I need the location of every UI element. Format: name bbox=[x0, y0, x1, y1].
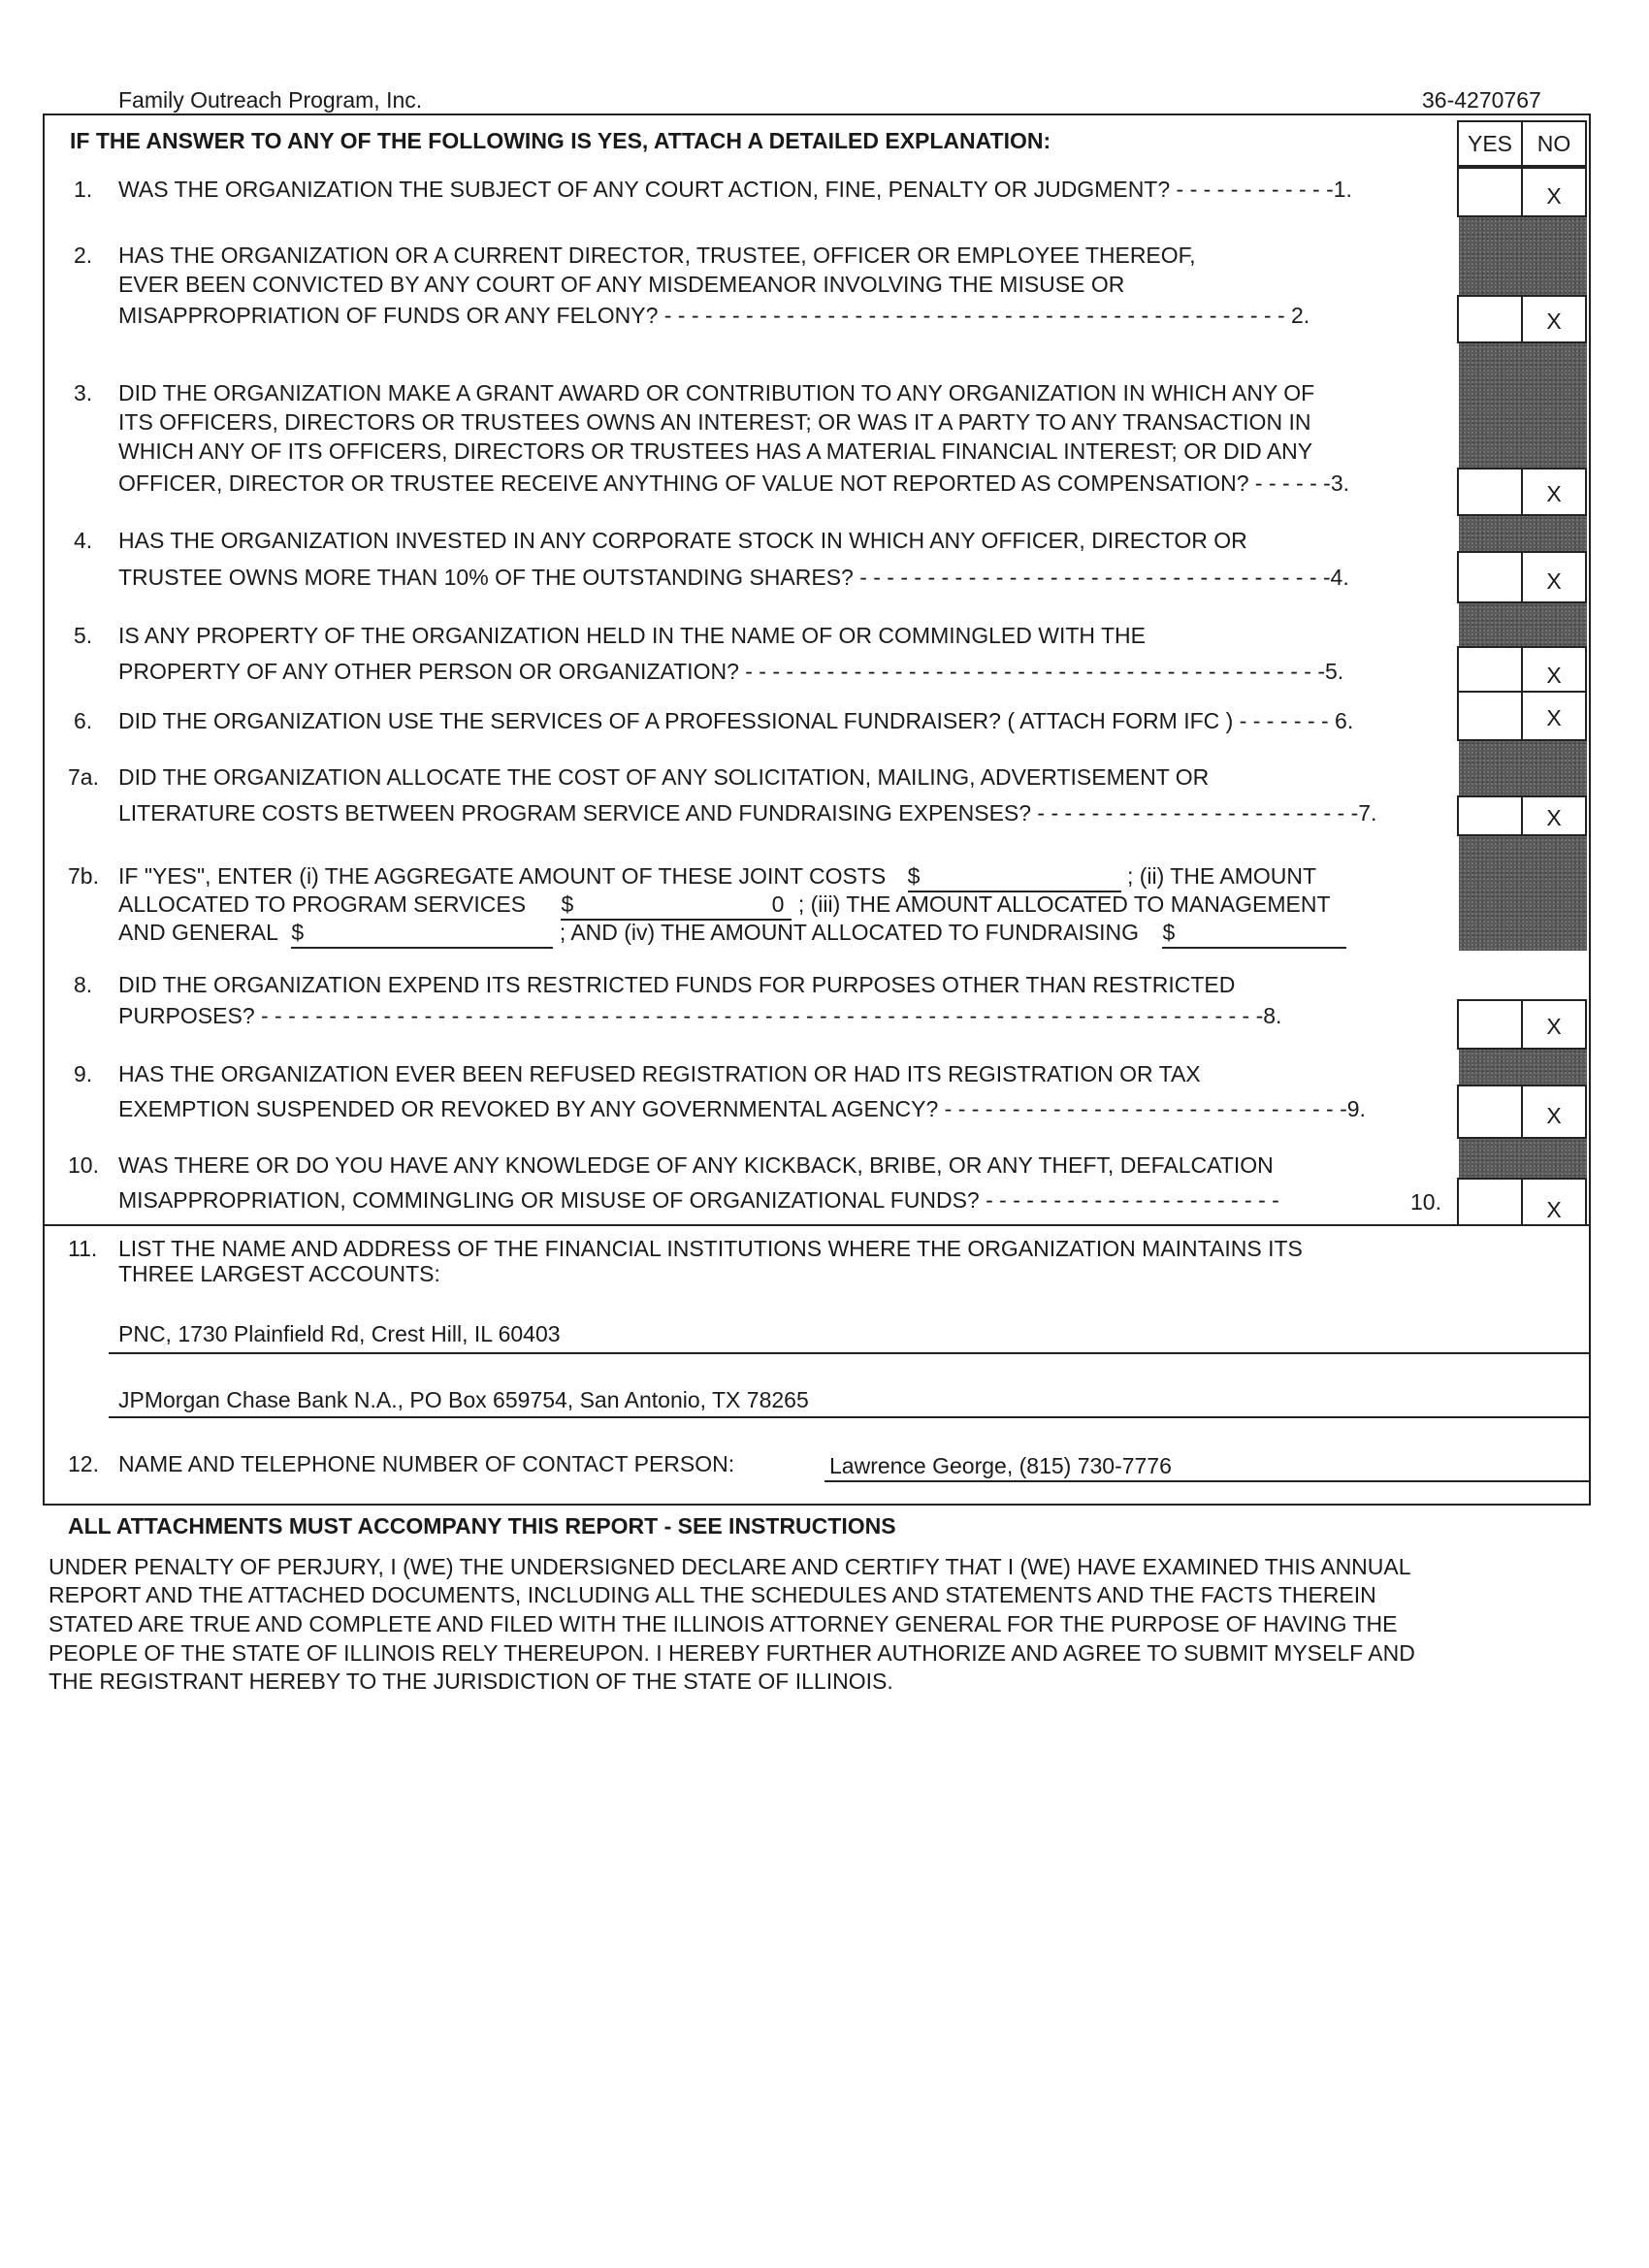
question-text: WAS THERE OR DO YOU HAVE ANY KNOWLEDGE OF ANY KICKBACK, BRIBE, OR ANY THEFT, DEFALCATION bbox=[118, 1152, 1274, 1178]
yes-checkbox[interactable] bbox=[1457, 167, 1523, 217]
question-text: EVER BEEN CONVICTED BY ANY COURT OF ANY MISDEMEANOR INVOLVING THE MISUSE OR bbox=[118, 272, 1125, 297]
question-text: TRUSTEE OWNS MORE THAN 10% OF THE OUTSTANDING SHARES? - - - - - - - - - - - - - - - - - - - - - - - - - - - - - - - - - - -4. bbox=[118, 565, 1349, 590]
shaded-block bbox=[1459, 1048, 1587, 1086]
question-text: MISAPPROPRIATION OF FUNDS OR ANY FELONY? - - - - - - - - - - - - - - - - - - - - - - - - - - - - - - - - - - - - - - - - - - - - - - 2. bbox=[118, 303, 1310, 328]
question-number: 12. bbox=[68, 1451, 99, 1476]
question-number: 7b. bbox=[68, 863, 99, 889]
q7b-text: ; AND (iv) THE AMOUNT ALLOCATED TO FUNDRAISING bbox=[559, 920, 1140, 945]
perjury-statement-line: STATED ARE TRUE AND COMPLETE AND FILED WITH THE ILLINOIS ATTORNEY GENERAL FOR THE PURPOSE OF HAVING THE bbox=[48, 1611, 1398, 1636]
question-text: THREE LARGEST ACCOUNTS: bbox=[118, 1261, 440, 1286]
question-text: LITERATURE COSTS BETWEEN PROGRAM SERVICE AND FUNDRAISING EXPENSES? - - - - - - - - - - - - - - - - - - - - - - - -7. bbox=[118, 800, 1377, 826]
question-text: OFFICER, DIRECTOR OR TRUSTEE RECEIVE ANYTHING OF VALUE NOT REPORTED AS COMPENSATION? - - - - - -3. bbox=[118, 470, 1349, 496]
shaded-block bbox=[1459, 601, 1587, 648]
no-checkbox[interactable]: X bbox=[1521, 646, 1587, 693]
bank-account-underline bbox=[109, 1416, 1591, 1418]
question-text: EXEMPTION SUSPENDED OR REVOKED BY ANY GOVERNMENTAL AGENCY? - - - - - - - - - - - - - - - - - - - - - - - - - - - - - -9. bbox=[118, 1096, 1366, 1121]
shaded-block bbox=[1459, 341, 1587, 470]
yes-checkbox[interactable] bbox=[1457, 295, 1523, 343]
yes-checkbox[interactable] bbox=[1457, 1178, 1523, 1226]
bank-account-1[interactable]: PNC, 1730 Plainfield Rd, Crest Hill, IL 60403 bbox=[118, 1321, 561, 1346]
shaded-block bbox=[1459, 739, 1587, 797]
dollar-sign: $ bbox=[291, 920, 305, 945]
ein-number: 36-4270767 bbox=[1422, 87, 1541, 113]
q7b-text: ALLOCATED TO PROGRAM SERVICES bbox=[118, 891, 527, 917]
fundraising-field[interactable] bbox=[1162, 918, 1346, 949]
contact-person-underline bbox=[824, 1480, 1591, 1482]
question-text: DID THE ORGANIZATION MAKE A GRANT AWARD OR CONTRIBUTION TO ANY ORGANIZATION IN WHICH ANY OF bbox=[118, 380, 1315, 405]
instruction-heading: IF THE ANSWER TO ANY OF THE FOLLOWING IS YES, ATTACH A DETAILED EXPLANATION: bbox=[70, 128, 1051, 153]
q7b-text: AND GENERAL bbox=[118, 920, 278, 945]
question-number: 6. bbox=[74, 708, 93, 733]
shaded-block bbox=[1459, 215, 1587, 297]
yes-checkbox[interactable] bbox=[1457, 1085, 1523, 1139]
question-number: 10. bbox=[68, 1152, 99, 1178]
no-checkbox[interactable]: X bbox=[1521, 1085, 1587, 1139]
question-text: PROPERTY OF ANY OTHER PERSON OR ORGANIZATION? - - - - - - - - - - - - - - - - - - - - - - - - - - - - - - - - - - - - - - - - - - -5. bbox=[118, 659, 1344, 684]
no-checkbox[interactable]: X bbox=[1521, 468, 1587, 516]
question-text: WHICH ANY OF ITS OFFICERS, DIRECTORS OR TRUSTEES HAS A MATERIAL FINANCIAL INTEREST; OR DID ANY bbox=[118, 438, 1313, 464]
perjury-statement-line: PEOPLE OF THE STATE OF ILLINOIS RELY THEREUPON. I HEREBY FURTHER AUTHORIZE AND AGREE TO SUBMIT MYSELF AND bbox=[48, 1640, 1415, 1666]
question-text: HAS THE ORGANIZATION EVER BEEN REFUSED REGISTRATION OR HAD ITS REGISTRATION OR TAX bbox=[118, 1061, 1201, 1086]
q7b-text: IF "YES", ENTER (i) THE AGGREGATE AMOUNT OF THESE JOINT COSTS bbox=[118, 863, 887, 889]
yes-checkbox[interactable] bbox=[1457, 468, 1523, 516]
contact-person-field[interactable]: Lawrence George, (815) 730-7776 bbox=[829, 1453, 1172, 1478]
question-text: NAME AND TELEPHONE NUMBER OF CONTACT PERSON: bbox=[118, 1451, 735, 1476]
management-general-field[interactable] bbox=[291, 918, 553, 949]
q7b-line1 bbox=[118, 861, 1316, 892]
shaded-block bbox=[1459, 834, 1587, 951]
dollar-sign: $ bbox=[1162, 920, 1176, 945]
organization-name: Family Outreach Program, Inc. bbox=[118, 87, 423, 113]
q7b-text: ; (ii) THE AMOUNT bbox=[1126, 863, 1317, 889]
question-text: PURPOSES? - - - - - - - - - - - - - - - - - - - - - - - - - - - - - - - - - - - - - - - - - - - - - - - - - - - - - - - - - - - - - - - - - - - - - - - - - -8. bbox=[118, 1003, 1282, 1028]
question-number: 7a. bbox=[68, 764, 99, 790]
no-checkbox[interactable]: X bbox=[1521, 295, 1587, 343]
no-checkbox[interactable]: X bbox=[1521, 999, 1587, 1050]
question-text: DID THE ORGANIZATION EXPEND ITS RESTRICTED FUNDS FOR PURPOSES OTHER THAN RESTRICTED bbox=[118, 972, 1236, 997]
program-services-field[interactable] bbox=[561, 890, 792, 921]
question-number: 4. bbox=[74, 528, 93, 553]
question-number: 1. bbox=[74, 177, 93, 202]
question-text: IS ANY PROPERTY OF THE ORGANIZATION HELD IN THE NAME OF OR COMMINGLED WITH THE bbox=[118, 623, 1146, 648]
q7b-text: ; (iii) THE AMOUNT ALLOCATED TO MANAGEMENT bbox=[797, 891, 1331, 917]
no-checkbox[interactable]: X bbox=[1521, 691, 1587, 741]
q7b-line3 bbox=[118, 918, 1346, 949]
yes-checkbox[interactable] bbox=[1457, 691, 1523, 741]
perjury-statement-line: THE REGISTRANT HEREBY TO THE JURISDICTION OF THE STATE OF ILLINOIS. bbox=[48, 1669, 893, 1694]
question-text: MISAPPROPRIATION, COMMINGLING OR MISUSE OF ORGANIZATIONAL FUNDS? - - - - - - - - - - - - - - - - - - - - - - bbox=[118, 1187, 1279, 1213]
question-text: HAS THE ORGANIZATION INVESTED IN ANY CORPORATE STOCK IN WHICH ANY OFFICER, DIRECTOR OR bbox=[118, 528, 1247, 553]
perjury-statement-line: REPORT AND THE ATTACHED DOCUMENTS, INCLUDING ALL THE SCHEDULES AND STATEMENTS AND THE FACTS THEREIN bbox=[48, 1582, 1376, 1607]
yes-checkbox[interactable] bbox=[1457, 646, 1523, 693]
question-text: LIST THE NAME AND ADDRESS OF THE FINANCIAL INSTITUTIONS WHERE THE ORGANIZATION MAINTAINS ITS bbox=[118, 1236, 1303, 1261]
dollar-sign: $ bbox=[561, 891, 574, 917]
dollar-sign: $ bbox=[907, 863, 921, 889]
shaded-block bbox=[1459, 514, 1587, 553]
yes-checkbox[interactable] bbox=[1457, 551, 1523, 603]
question-text: ITS OFFICERS, DIRECTORS OR TRUSTEES OWNS AN INTEREST; OR WAS IT A PARTY TO ANY TRANSACTION IN bbox=[118, 409, 1311, 435]
yes-column-header: YES bbox=[1457, 120, 1523, 167]
question-text: DID THE ORGANIZATION USE THE SERVICES OF A PROFESSIONAL FUNDRAISER? ( ATTACH FORM IFC ) - - - - - - - 6. bbox=[118, 708, 1354, 733]
question-text: WAS THE ORGANIZATION THE SUBJECT OF ANY COURT ACTION, FINE, PENALTY OR JUDGMENT? - - - - - - - - - - - -1. bbox=[118, 177, 1352, 202]
question-text: DID THE ORGANIZATION ALLOCATE THE COST OF ANY SOLICITATION, MAILING, ADVERTISEMENT OR bbox=[118, 764, 1210, 790]
yes-checkbox[interactable] bbox=[1457, 795, 1523, 836]
question-number: 2. bbox=[74, 243, 93, 268]
yes-checkbox[interactable] bbox=[1457, 999, 1523, 1050]
question-ref-number: 10. bbox=[1410, 1189, 1441, 1215]
question-number: 8. bbox=[74, 972, 93, 997]
perjury-statement-line: UNDER PENALTY OF PERJURY, I (WE) THE UNDERSIGNED DECLARE AND CERTIFY THAT I (WE) HAVE EXAMINED THIS ANNUAL bbox=[48, 1554, 1411, 1579]
bank-account-2[interactable]: JPMorgan Chase Bank N.A., PO Box 659754, San Antonio, TX 78265 bbox=[118, 1387, 809, 1412]
bank-account-underline bbox=[109, 1352, 1591, 1354]
program-services-amount: 0 bbox=[771, 891, 785, 917]
attachments-notice: ALL ATTACHMENTS MUST ACCOMPANY THIS REPORT - SEE INSTRUCTIONS bbox=[68, 1513, 896, 1539]
aggregate-cost-field[interactable] bbox=[908, 861, 1121, 892]
no-column-header: NO bbox=[1521, 120, 1587, 167]
q7b-line2 bbox=[118, 890, 1331, 921]
shaded-block bbox=[1459, 1137, 1587, 1180]
no-checkbox[interactable]: X bbox=[1521, 1178, 1587, 1226]
question-number: 5. bbox=[74, 623, 93, 648]
no-checkbox[interactable]: X bbox=[1521, 551, 1587, 603]
section-divider bbox=[43, 1224, 1591, 1226]
question-number: 11. bbox=[68, 1236, 98, 1261]
no-checkbox[interactable]: X bbox=[1521, 795, 1587, 836]
question-number: 3. bbox=[74, 380, 93, 405]
question-number: 9. bbox=[74, 1061, 93, 1086]
no-checkbox[interactable]: X bbox=[1521, 167, 1587, 217]
question-text: HAS THE ORGANIZATION OR A CURRENT DIRECTOR, TRUSTEE, OFFICER OR EMPLOYEE THEREOF, bbox=[118, 243, 1196, 268]
